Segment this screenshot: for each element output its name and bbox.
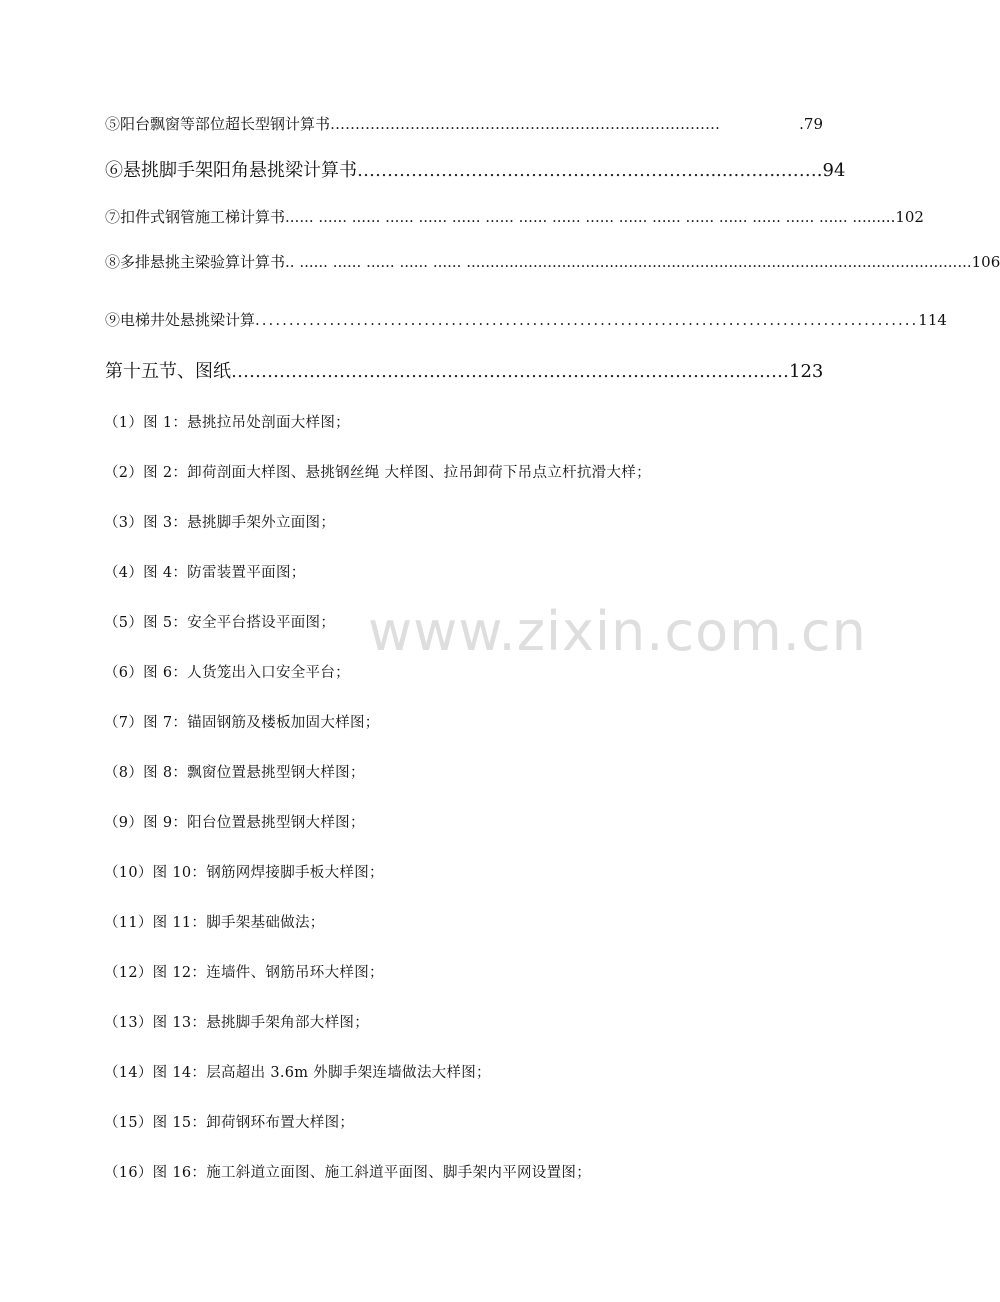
toc-page: 106 — [971, 253, 1000, 271]
toc-entry-6[interactable] — [105, 156, 846, 182]
toc-section-15[interactable] — [105, 357, 823, 383]
toc-entry-5[interactable] — [105, 113, 823, 134]
figure-item: （4）图 4：防雷装置平面图； — [104, 565, 306, 581]
figure-item: （7）图 7：锚固钢筋及楼板加固大样图； — [104, 715, 380, 731]
toc-title: 第十五节、图纸 — [105, 361, 231, 382]
figure-item: （11）图 11：脚手架基础做法； — [104, 915, 325, 931]
toc-leader: ………………………………………………………………………………… — [231, 361, 789, 382]
figure-item: （1）图 1：悬挑拉吊处剖面大样图； — [104, 415, 350, 431]
toc-entry-8[interactable] — [105, 251, 1000, 272]
toc-leader: …………………………………………………………………… — [330, 115, 721, 133]
toc-leader: ...... ...... ...... ...... ...... ...... ...... ...... ...... ...... ...... ...... ...... ...... ...... ...... ...... ...... — [285, 208, 882, 226]
figure-item: （5）图 5：安全平台搭设平面图； — [104, 615, 336, 631]
toc-leader: …………………………………………………......……..…… — [357, 160, 817, 181]
toc-page: 114 — [918, 311, 947, 329]
toc-title: ⑤阳台飘窗等部位超长型钢计算书 — [105, 115, 331, 133]
figure-item: （12）图 12：连墙件、钢筋吊环大样图； — [104, 965, 384, 981]
toc-page: 123 — [789, 361, 824, 382]
figure-item: （15）图 15：卸荷钢环布置大样图； — [104, 1115, 355, 1131]
figure-item: （6）图 6：人货笼出入口安全平台； — [104, 665, 350, 681]
figure-item: （2）图 2：卸荷剖面大样图、悬挑钢丝绳 大样图、拉吊卸荷下吊点立杆抗滑大样； — [104, 465, 651, 481]
figure-item: （13）图 13：悬挑脚手架角部大样图； — [104, 1015, 370, 1031]
figure-item: （8）图 8：飘窗位置悬挑型钢大样图； — [104, 765, 365, 781]
toc-page: .79 — [799, 115, 823, 133]
figure-item: （10）图 10：钢筋网焊接脚手板大样图； — [104, 865, 384, 881]
toc-page: ...102 — [881, 208, 924, 226]
toc-page: .94 — [816, 160, 846, 181]
toc-title: ⑦扣件式钢管施工梯计算书 — [105, 208, 286, 226]
figure-item: （16）图 16：施工斜道立面图、施工斜道平面图、脚手架内平网设置图； — [104, 1165, 592, 1181]
toc-title: ⑧多排悬挑主梁验算计算书 — [105, 253, 286, 271]
figure-item: （14）图 14：层高超出 3.6m 外脚手架连墙做法大样图； — [104, 1065, 491, 1081]
toc-leader: .. ...... ...... ...... ...... ...... .......................................................................................................... — [285, 253, 972, 271]
toc-title: ⑥悬挑脚手架阳角悬挑梁计算书 — [105, 160, 357, 181]
toc-title: ⑨电梯井处悬挑梁计算 — [105, 311, 256, 329]
toc-entry-7[interactable] — [105, 206, 924, 227]
toc-leader: .................................................................................................. — [255, 311, 919, 329]
toc-entry-9[interactable] — [105, 309, 947, 330]
watermark: www.zixin.com.cn — [368, 600, 867, 663]
figure-item: （3）图 3：悬挑脚手架外立面图； — [104, 515, 336, 531]
figure-item: （9）图 9：阳台位置悬挑型钢大样图； — [104, 815, 365, 831]
